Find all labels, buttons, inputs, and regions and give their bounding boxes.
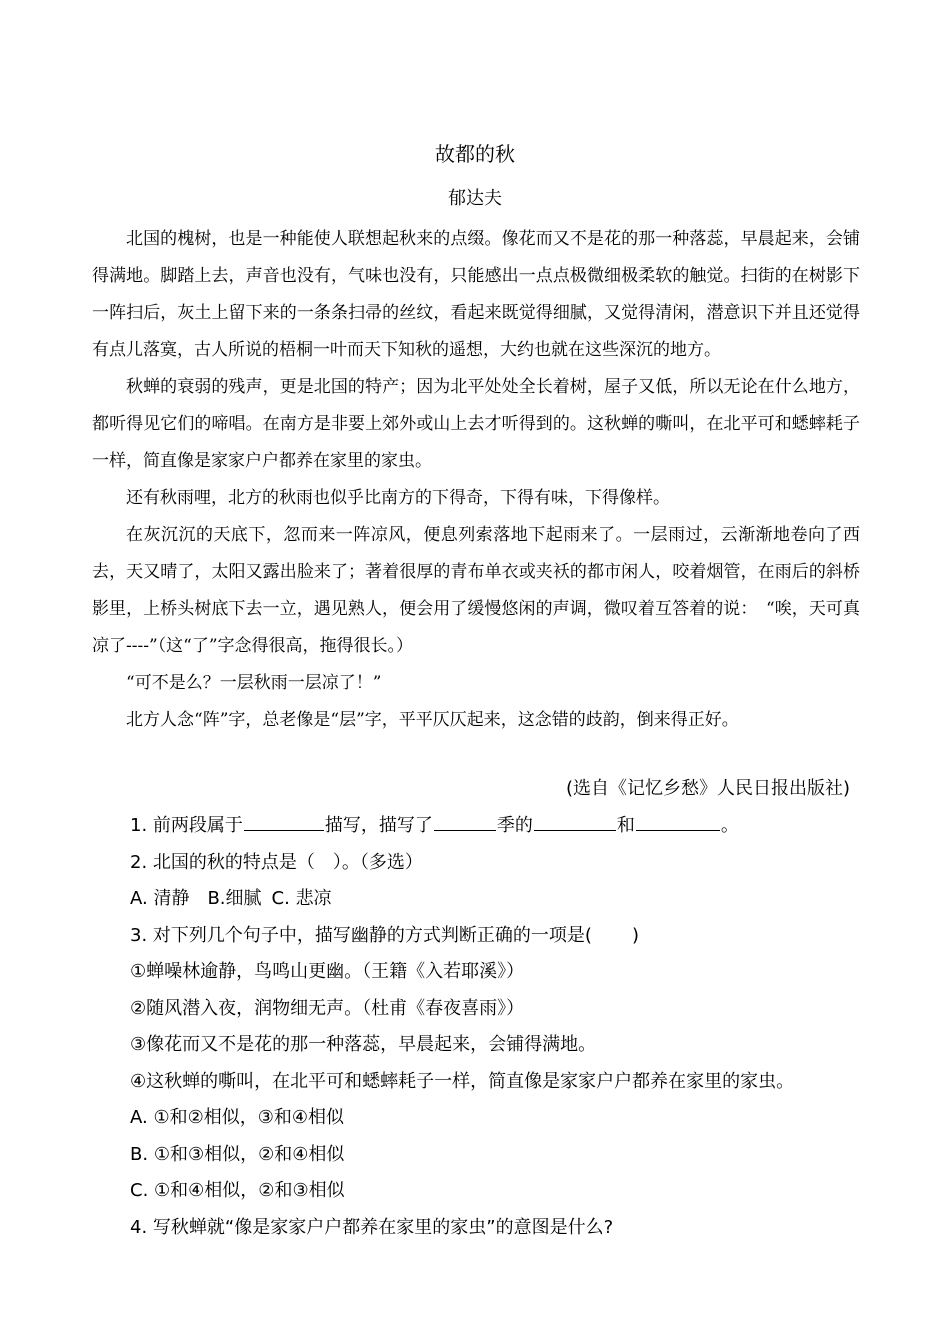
paragraph-4: 在灰沉沉的天底下，忽而来一阵凉风，便息列索落地下起雨来了。一层雨过，云渐渐地卷向了西去，天又晴了，太阳又露出脸来了；著着很厚的青布单衣或夹袄的都市闲人，咬着烟管，在雨后的斜桥影里，上桥头树底下去一立，遇见熟人，便会用了缓慢悠闲的声调，微叹着互答着的说： “唉，天可真凉了----”（这“了”字念得很高，拖得很长。） [92,525,860,656]
paragraph-3: 还有秋雨哩，北方的秋雨也似乎比南方的下得奇，下得有味，下得像样。 [126,488,670,508]
option-b[interactable]: B. ①和③相似，②和④相似 [130,1143,345,1165]
answer-blank[interactable] [434,812,496,831]
article-author: 郁达夫 [448,188,502,209]
question-number: 1. [130,815,148,836]
question-3-item: ②随风潜入夜，润物细无声。（杜甫《春夜喜雨》） [130,997,525,1019]
option-b[interactable]: B.细腻 [207,888,262,909]
answer-blank[interactable] [244,812,324,831]
paragraph-5: “可不是么？一层秋雨一层凉了！” [126,673,382,693]
question-number: 2. [130,851,148,873]
question-number: 4. [130,1216,148,1238]
option-a[interactable]: A. 清静 [130,888,190,909]
question-list [130,808,870,1246]
question-number: 3. [130,924,148,946]
paragraph-6: 北方人念“阵”字，总老像是“层”字，平平仄仄起来，这念错的歧韵，倒来得正好。 [126,710,739,730]
option-c[interactable]: C. ①和④相似，②和③相似 [130,1180,345,1201]
option-a[interactable]: A. ①和②相似，③和④相似 [130,1107,344,1128]
article-title: 故都的秋 [435,142,515,166]
question-3: 3. 对下列几个句子中，描写幽静的方式判断正确的一项是( ) [130,924,639,946]
answer-blank[interactable] [534,812,616,831]
article-passage [92,221,860,739]
question-4: 4. 写秋蝉就“像是家家户户都养在家里的家虫”的意图是什么? [130,1216,614,1238]
question-3-item: ③像花而又不是花的那一种落蕊，早晨起来，会铺得满地。 [130,1034,597,1055]
question-2: 2. 北国的秋的特点是（ ）。（多选） [130,851,423,873]
question-2-options [130,881,870,918]
article-source: (选自《记忆乡愁》人民日报出版社) [565,778,850,799]
question-1: 1. 前两段属于 描写，描写了 季的 和 。 [130,808,870,845]
question-3-item: ①蝉噪林逾静，鸟鸣山更幽。（王籍《入若耶溪》） [130,961,525,982]
paragraph-2: 秋蝉的衰弱的残声，更是北国的特产；因为北平处处全长着树，屋子又低，所以无论在什么地方，都听得见它们的啼唱。在南方是非要上郊外或山上去才听得到的。这秋蝉的嘶叫，在北平可和蟋蟀耗子一样，简直像是家家户户都养在家里的家虫。 [92,377,860,471]
paragraph-1: 北国的槐树，也是一种能使人联想起秋来的点缀。像花而又不是花的那一种落蕊，早晨起来，会铺得满地。脚踏上去，声音也没有，气味也没有，只能感出一点点极微细极柔软的触觉。扫街的在树影下一阵扫后，灰土上留下来的一条条扫帚的丝纹，看起来既觉得细腻，又觉得清闲，潜意识下并且还觉得有点儿落寞，古人所说的梧桐一叶而天下知秋的遥想，大约也就在这些深沉的地方。 [92,229,860,360]
answer-blank[interactable] [636,812,720,831]
question-3-item: ④这秋蝉的嘶叫，在北平可和蟋蟀耗子一样，简直像是家家户户都养在家里的家虫。 [130,1070,795,1092]
option-c[interactable]: C. 悲凉 [271,888,332,909]
